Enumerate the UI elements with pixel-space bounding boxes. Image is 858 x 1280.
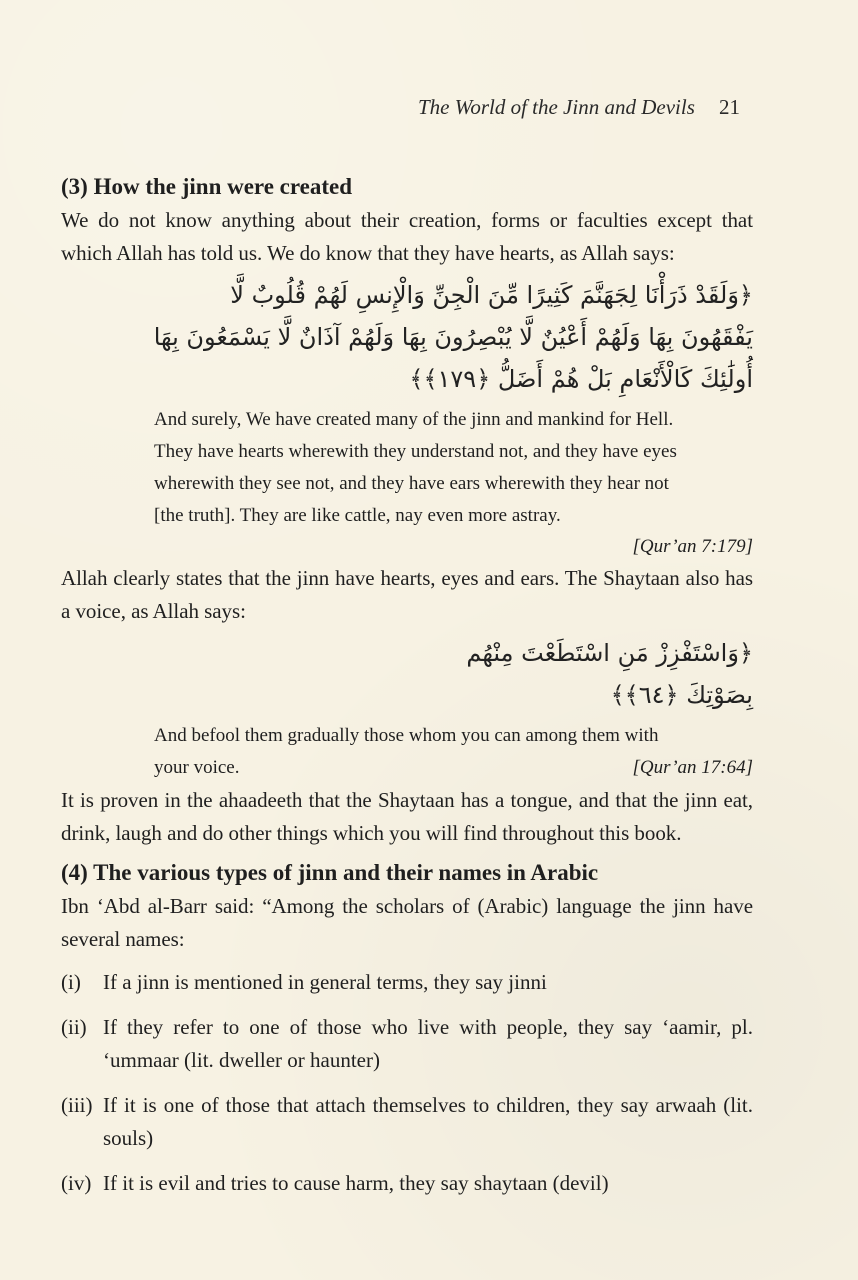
translation-line: wherewith they see not, and they have ears wherewith they hear not xyxy=(154,473,669,494)
translation-line: And befool them gradually those whom you can among them with xyxy=(154,725,659,746)
section-3-intro: We do not know anything about their creation, forms or faculties except that which Allah has told us. We do know that they have hearts, as Allah says: xyxy=(61,208,753,265)
list-text: If it is one of those that attach themselves to children, they say arwaah (lit. souls) xyxy=(103,1093,753,1150)
jinn-names-list xyxy=(61,966,753,1200)
section-4-title: (4) The various types of jinn and their names in Arabic xyxy=(61,860,599,885)
section-3-title: (3) How the jinn were created xyxy=(61,174,353,199)
list-item xyxy=(61,966,753,999)
section-4-intro: Ibn ‘Abd al-Barr said: “Among the scholars of (Arabic) language the jinn have several names: xyxy=(61,894,753,951)
section-3-proof: It is proven in the ahaadeeth that the Shaytaan has a tongue, and that the jinn eat, drink, laugh and do other things which you will find throughout this book. xyxy=(61,788,753,845)
translation-line: And surely, We have created many of the jinn and mankind for Hell. xyxy=(154,409,674,430)
translation-7-179 xyxy=(154,404,753,562)
list-marker: (ii) xyxy=(61,1015,87,1039)
list-marker: (iv) xyxy=(61,1171,92,1195)
list-item xyxy=(61,1011,753,1077)
translation-line: They have hearts wherewith they understand not, and they have eyes xyxy=(154,441,677,462)
citation-7-179: [Qur’an 7:179] xyxy=(632,536,753,557)
running-head xyxy=(418,95,740,120)
citation-17-64: [Qur’an 17:64] xyxy=(632,757,753,778)
translation-line: your voice. xyxy=(154,757,240,778)
list-marker: (iii) xyxy=(61,1093,93,1117)
section-3-followup: Allah clearly states that the jinn have hearts, eyes and ears. The Shaytaan also has a voice, as Allah says: xyxy=(61,566,753,623)
translation-17-64 xyxy=(154,720,753,784)
arabic-verse-17-64: ﴿وَاسْتَفْزِزْ مَنِ اسْتَطَعْتَ مِنْهُم بِصَوْتِكَ ﴿٦٤﴾﴾ xyxy=(466,639,753,709)
page-content xyxy=(61,170,753,1212)
translation-final-line xyxy=(154,752,753,784)
list-text: If they refer to one of those who live with people, they say ‘aamir, pl. ‘ummaar (lit. dweller or haunter) xyxy=(103,1015,753,1072)
list-item xyxy=(61,1089,753,1155)
arabic-verse-7-179: ﴿وَلَقَدْ ذَرَأْنَا لِجَهَنَّمَ كَثِيرًا مِّنَ الْجِنِّ وَالْإِنسِ لَهُمْ قُلُوبٌ لَّا يَفْقَهُونَ بِهَا وَلَهُمْ أَعْيُنٌ لَّا يُبْصِرُونَ بِهَا وَلَهُمْ آذَانٌ لَّا يَسْمَعُونَ بِهَا أُولَٰئِكَ كَالْأَنْعَامِ بَلْ هُمْ أَضَلُّ ﴿١٧٩﴾﴾ xyxy=(153,281,753,393)
list-text: If it is evil and tries to cause harm, they say shaytaan (devil) xyxy=(103,1171,609,1195)
list-text: If a jinn is mentioned in general terms, they say jinni xyxy=(103,970,547,994)
list-marker: (i) xyxy=(61,970,81,994)
page-number: 21 xyxy=(719,95,740,119)
running-head-title: The World of the Jinn and Devils xyxy=(418,95,695,119)
translation-line: [the truth]. They are like cattle, nay even more astray. xyxy=(154,505,561,526)
list-item xyxy=(61,1167,753,1200)
